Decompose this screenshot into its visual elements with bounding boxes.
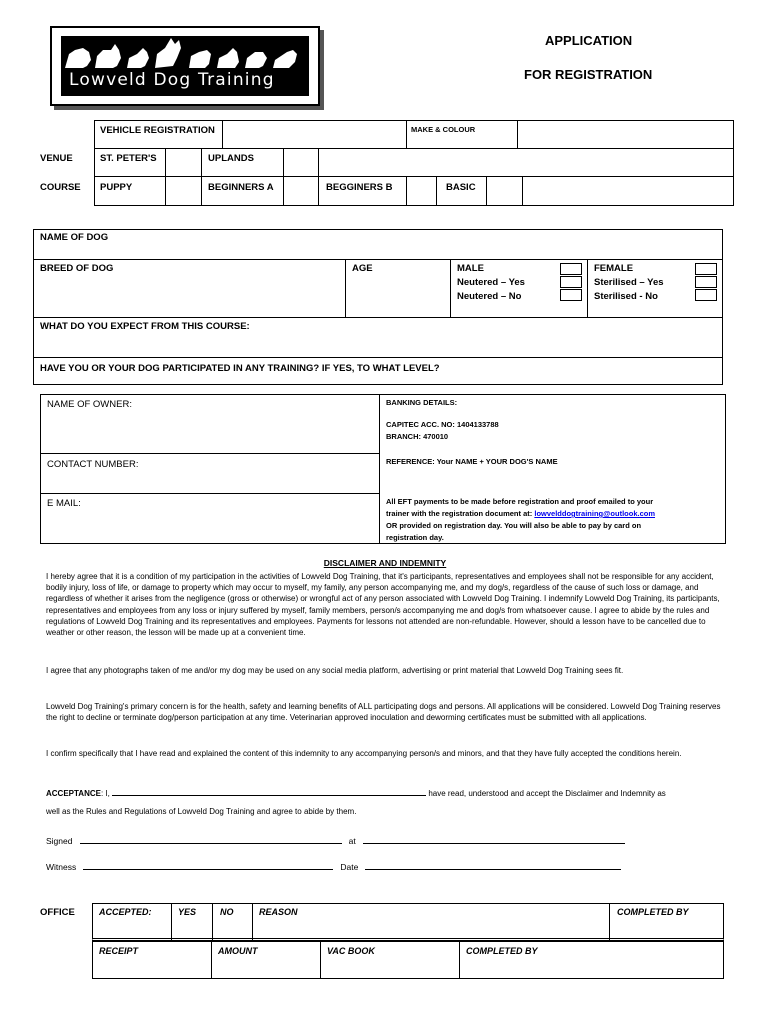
sterilised-no-checkbox[interactable] xyxy=(695,289,717,301)
make-colour-label: MAKE & COLOUR xyxy=(411,125,476,134)
make-colour-field[interactable] xyxy=(518,121,733,147)
previous-training-field[interactable] xyxy=(34,374,722,384)
course-begginers-b-label: BEGGINERS B xyxy=(326,182,393,193)
neutered-yes-label: Neutered – Yes xyxy=(457,277,525,288)
neutered-no-checkbox[interactable] xyxy=(560,289,582,301)
female-checkbox[interactable] xyxy=(695,263,717,275)
payment-reference: REFERENCE: Your NAME + YOUR DOG'S NAME xyxy=(386,457,558,466)
trainer-email-link[interactable]: lowvelddogtraining@outlook.com xyxy=(534,509,656,518)
vehicle-registration-field[interactable] xyxy=(223,121,406,147)
female-label: FEMALE xyxy=(594,263,634,274)
sterilised-no-label: Sterilised - No xyxy=(594,291,658,302)
age-field[interactable] xyxy=(346,276,449,316)
name-of-dog-field[interactable] xyxy=(34,244,722,258)
banking-details-label: BANKING DETAILS: xyxy=(386,398,458,407)
eft-line-4: registration day. xyxy=(386,533,444,542)
acceptance-label: ACCEPTANCE xyxy=(46,789,101,798)
sterilised-yes-checkbox[interactable] xyxy=(695,276,717,288)
eft-line-3: OR provided on registration day. You will also be able to pay by card on xyxy=(386,521,642,530)
vehicle-registration-label: VEHICLE REGISTRATION xyxy=(100,125,215,136)
signature-field[interactable] xyxy=(80,836,342,844)
course-puppy-checkbox[interactable] xyxy=(166,177,201,205)
expect-from-course-label: WHAT DO YOU EXPECT FROM THIS COURSE: xyxy=(40,321,250,332)
eft-line-1: All EFT payments to be made before registration and proof emailed to your xyxy=(386,497,654,506)
receipt-label: RECEIPT xyxy=(99,946,139,956)
male-label: MALE xyxy=(457,263,484,274)
witness-line: Witness Date xyxy=(46,862,621,872)
disclaimer-paragraph-4: I confirm specifically that I have read and explained the content of this indemnity to any accompanying person/s and minors, and that they have fully accepted the conditions herein. xyxy=(46,749,682,758)
breed-of-dog-field[interactable] xyxy=(34,276,344,316)
accepted-label: ACCEPTED: xyxy=(99,907,152,917)
venue-label: VENUE xyxy=(40,153,73,164)
office-label: OFFICE xyxy=(40,907,75,918)
venue-st-peters-label: ST. PETER'S xyxy=(100,153,157,164)
neutered-yes-checkbox[interactable] xyxy=(560,276,582,288)
male-checkbox[interactable] xyxy=(560,263,582,275)
email-field[interactable] xyxy=(41,511,378,543)
breed-of-dog-label: BREED OF DOG xyxy=(40,263,114,274)
branch-code: BRANCH: 470010 xyxy=(386,432,449,441)
course-basic-label: BASIC xyxy=(446,182,476,193)
course-beginners-a-label: BEGINNERS A xyxy=(208,182,274,193)
course-begginers-b-checkbox[interactable] xyxy=(407,177,436,205)
title-application: APPLICATION xyxy=(545,33,633,48)
venue-uplands-label: UPLANDS xyxy=(208,153,254,164)
course-basic-checkbox[interactable] xyxy=(487,177,522,205)
date-field[interactable] xyxy=(365,862,621,870)
venue-st-peters-checkbox[interactable] xyxy=(166,149,201,175)
reason-label: REASON xyxy=(259,907,298,917)
completed-by-2-label: COMPLETED BY xyxy=(466,946,538,956)
witness-field[interactable] xyxy=(83,862,333,870)
expect-from-course-field[interactable] xyxy=(34,334,722,356)
signed-at-field[interactable] xyxy=(363,836,625,844)
name-of-dog-label: NAME OF DOG xyxy=(40,232,109,243)
eft-line-2: trainer with the registration document at: lowvelddogtraining@outlook.com xyxy=(386,509,656,518)
contact-number-field[interactable] xyxy=(41,472,378,492)
sterilised-yes-label: Sterilised – Yes xyxy=(594,277,664,288)
email-label: E MAIL: xyxy=(47,498,81,509)
logo-banner xyxy=(61,36,309,96)
completed-by-label: COMPLETED BY xyxy=(617,907,689,917)
disclaimer-paragraph-2: I agree that any photographs taken of me and/or my dog may be used on any social media platform, advertising or print material that Lowveld Dog Training sees fit. xyxy=(46,666,624,675)
age-label: AGE xyxy=(352,263,373,274)
name-of-owner-label: NAME OF OWNER: xyxy=(47,399,132,410)
capitec-account: CAPITEC ACC. NO: 1404133788 xyxy=(386,420,499,429)
logo xyxy=(50,26,320,106)
accepted-no-option[interactable]: NO xyxy=(220,907,234,917)
signed-line: Signed at xyxy=(46,836,625,846)
disclaimer-title: DISCLAIMER AND INDEMNITY xyxy=(323,558,447,568)
acceptance-line: ACCEPTANCE: I, have read, understood and accept the Disclaimer and Indemnity as xyxy=(46,789,666,798)
venue-uplands-checkbox[interactable] xyxy=(284,149,318,175)
disclaimer-paragraph-3: Lowveld Dog Training's primary concern is for the health, safety and learning benefits of ALL participating dogs and persons. All applications will be considered. Lowveld Dog Training reserves the right to decline or terminate dog/person participation at any time. Veterinarian approved inoculation and deworming certificates must be submitted with all applications. xyxy=(46,702,721,723)
title-registration: FOR REGISTRATION xyxy=(524,67,653,82)
course-beginners-a-checkbox[interactable] xyxy=(284,177,318,205)
disclaimer-paragraph-1: I hereby agree that it is a condition of my participation in the activities of Lowveld Dog Training, that it's participants, representatives and employees shall not be responsible for any accident, bodily injury, loss of life, or damage to property which may occur to myself, my family, any person accompanying me, and my dog/s, regardless of the cause of such loss or damage, and regardless of whether it arises from the negligence (gross or otherwise) or wrongful act of any person associated with Lowveld Dog Training. I indemnify Lowveld Dog Training, its participants, representatives and employees from any loss or injury suffered by myself, family members, person/s accompanying me and dog/s from whatsoever cause. I agree to abide by the rules and regulations of Lowveld Dog Training and its representatives and employees. Payments for lessons not attended are non-refundable. However, should a lesson have to be cancelled due to weather or other reason, the lesson will be made up at a convenient time. xyxy=(46,572,720,638)
contact-number-label: CONTACT NUMBER: xyxy=(47,459,139,470)
vac-book-label: VAC BOOK xyxy=(327,946,375,956)
acceptance-name-field[interactable] xyxy=(112,788,426,796)
name-of-owner-field[interactable] xyxy=(41,412,378,452)
acceptance-line-2: well as the Rules and Regulations of Lowveld Dog Training and agree to abide by them. xyxy=(46,807,357,816)
accepted-yes-option[interactable]: YES xyxy=(178,907,197,917)
neutered-no-label: Neutered – No xyxy=(457,291,522,302)
course-label: COURSE xyxy=(40,182,81,193)
previous-training-label: HAVE YOU OR YOUR DOG PARTICIPATED IN ANY TRAINING? IF YES, TO WHAT LEVEL? xyxy=(40,363,440,374)
amount-label: AMOUNT xyxy=(218,946,258,956)
course-puppy-label: PUPPY xyxy=(100,182,133,193)
logo-text: Lowveld Dog Training xyxy=(69,70,275,90)
